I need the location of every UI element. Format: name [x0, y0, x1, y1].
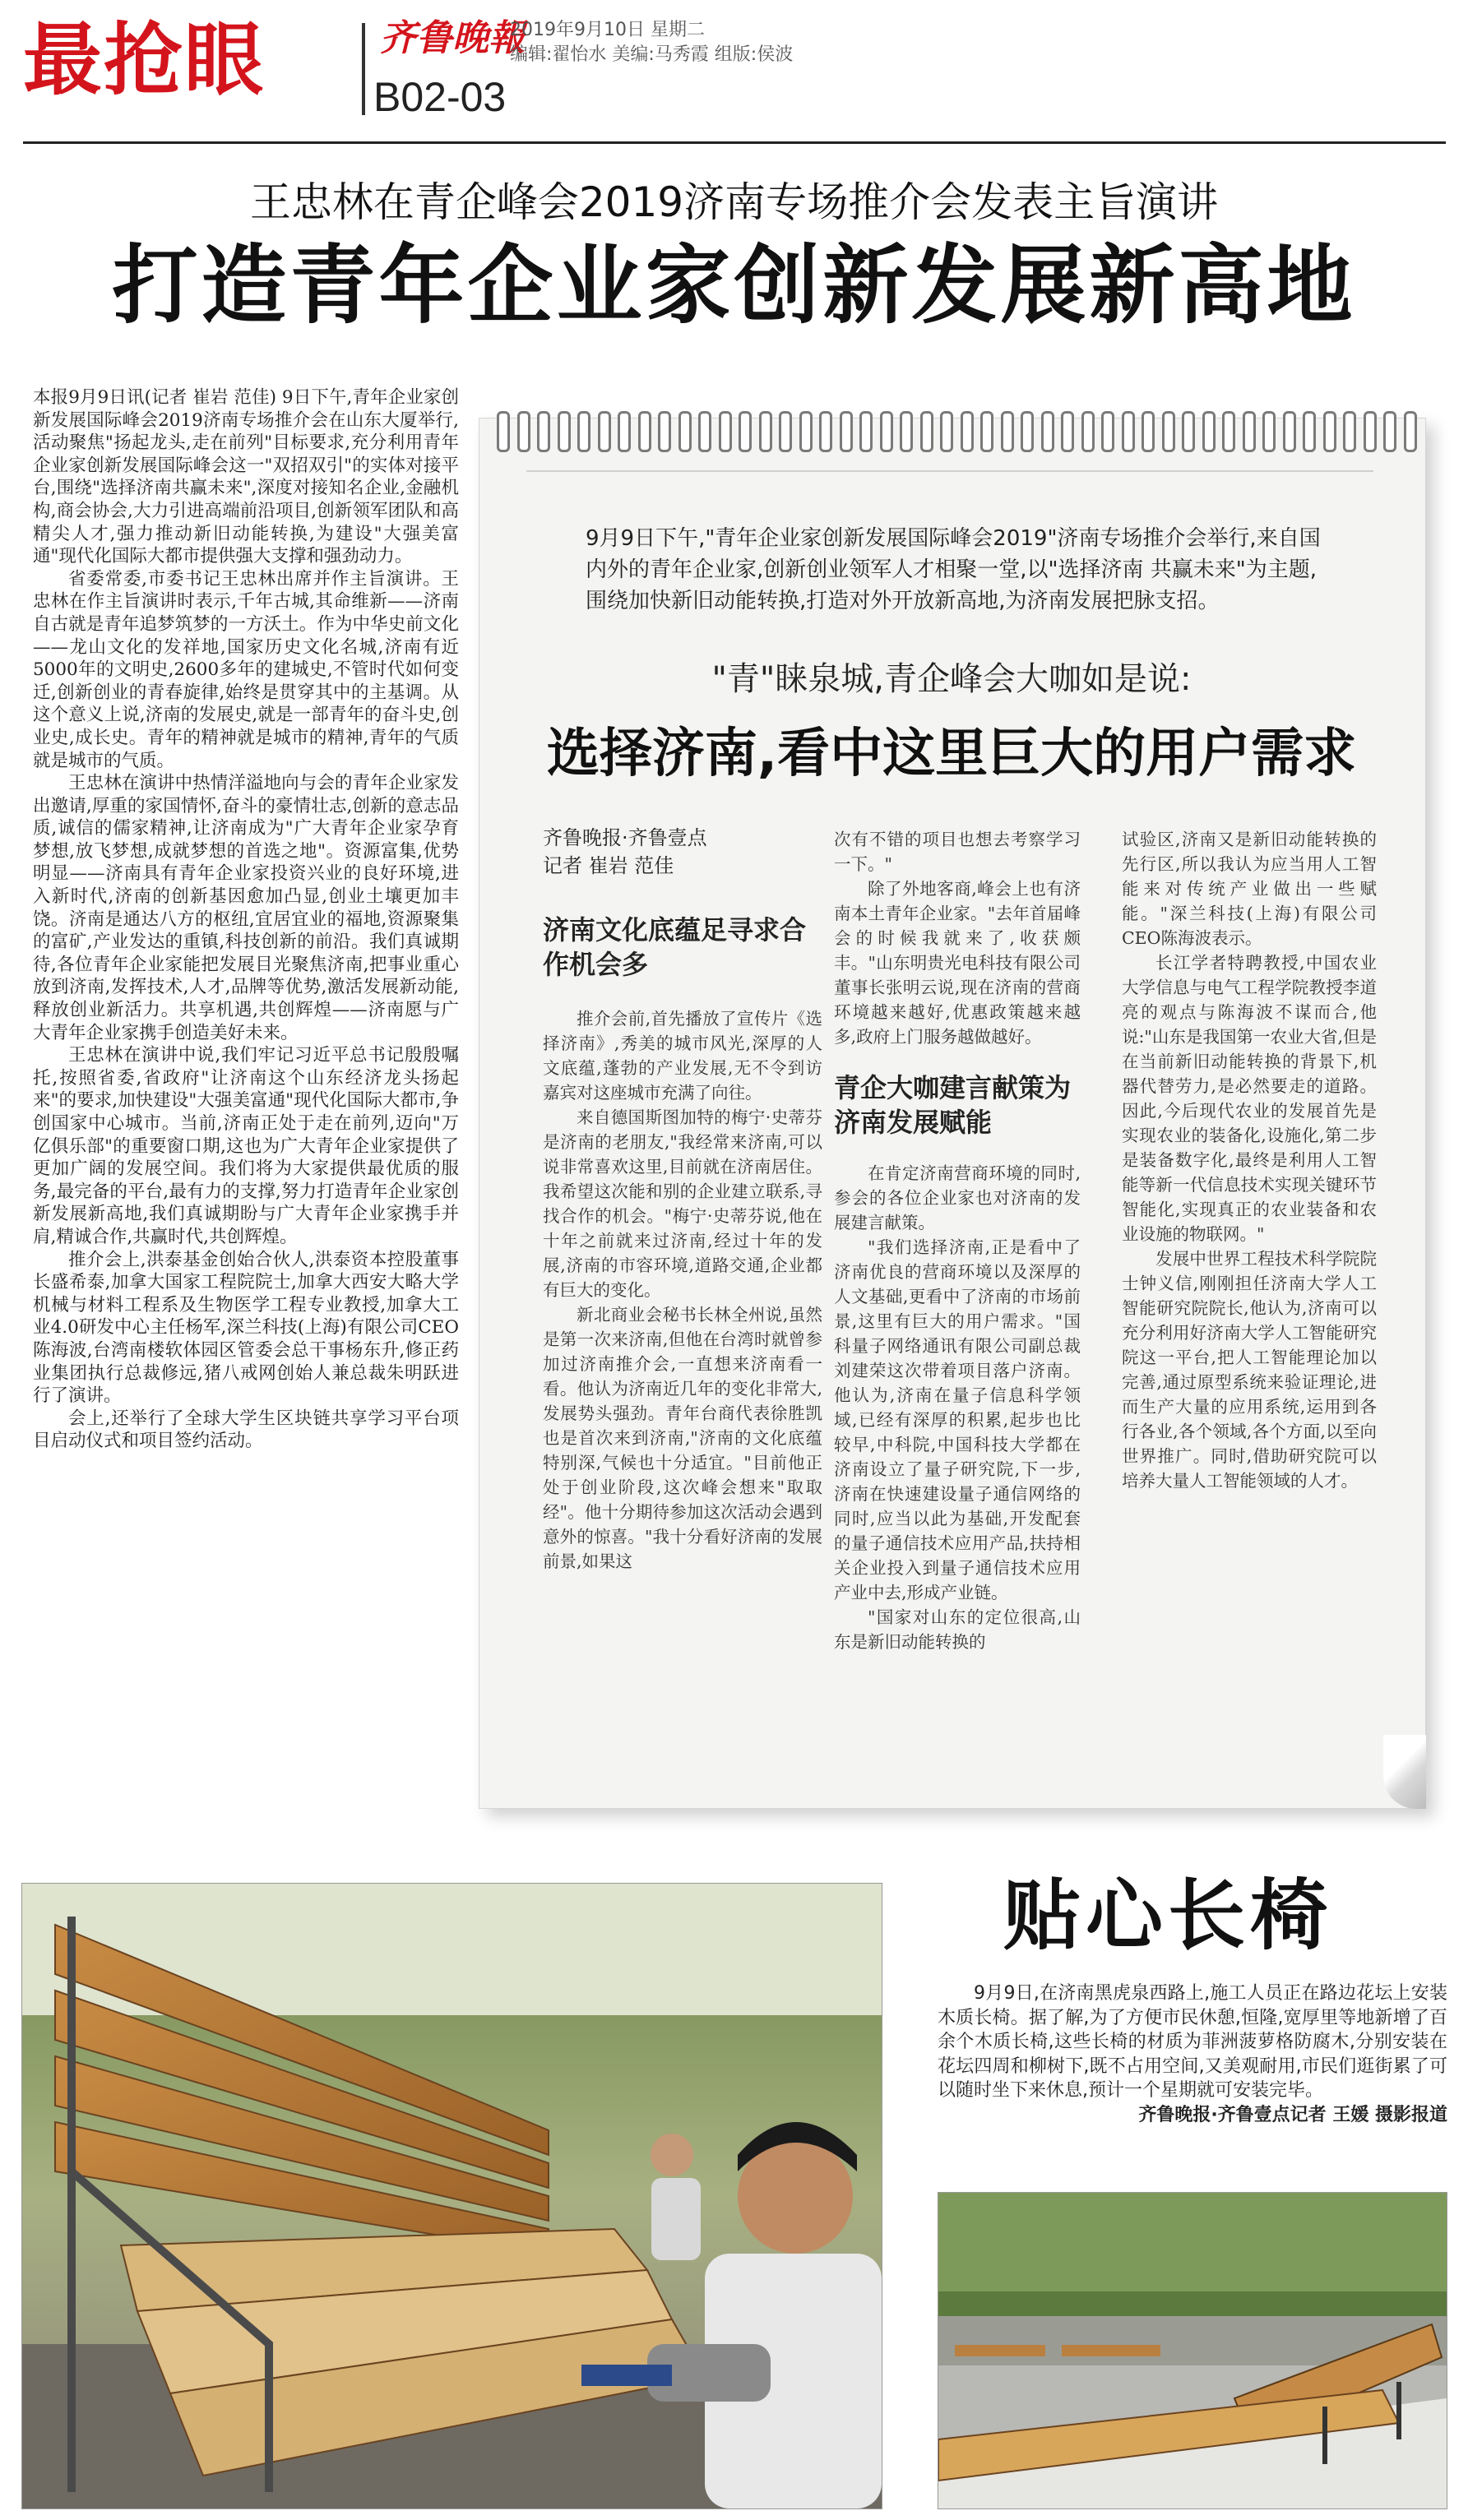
spiral-ring [961, 411, 974, 452]
caption-text: 9月9日,在济南黑虎泉西路上,施工人员正在路边花坛上安装木质长椅。据了解,为了方便市民休憩,恒隆,宽厚里等地新增了百余个木质长椅,这些长椅的材质为菲洲菠萝格防腐木,分别安装在花坛四周和柳树下,既不占用空间,又美观耐用,市民们逛街累了可以随时坐下来休息,预计一个星期就可安装完毕。 [938, 1983, 1447, 2101]
spiral-ring [658, 411, 671, 452]
spiral-ring [1323, 411, 1336, 452]
photo-caption [938, 1981, 1447, 2127]
spiral-ring [880, 411, 893, 452]
lead-paragraph: 本报9月9日讯(记者 崔岩 范佳) 9日下午,青年企业家创新发展国际峰会2019济南专场推介会在山东大厦举行,活动聚焦"扬起龙头,走在前列"目标要求,充分利用青年企业家创新发展国际峰会这一"双招双引"的实体对接平台,围绕"选择济南共赢未来",深度对接知名企业,金融机构,商会协会,大力引进高端前沿项目,创新领军团队和高精尖人才,强力推动新旧动能转换,为建设"大强美富通"现代化国际大都市提供强大支撑和强劲动力。 [33, 387, 459, 567]
spiral-ring [1262, 411, 1276, 452]
masthead-divider [362, 23, 365, 115]
spiral-ring [859, 411, 873, 452]
feature-paragraph: 来自德国斯图加特的梅宁·史蒂芬是济南的老朋友,"我经常来济南,可以说非常喜欢这里,目前就在济南居住。我希望这次能和别的企业建立联系,寻找合作的机会。"梅宁·史蒂芬说,他在十年之前就来过济南,经过十年的发展,济南的市容环境,道路交通,企业都有巨大的变化。 [543, 1107, 822, 1300]
spiral-ring [1222, 411, 1235, 452]
section-title: 最抢眼 [23, 14, 265, 106]
spiral-ring [819, 411, 832, 452]
spiral-ring [678, 411, 692, 452]
spiral-ring [1122, 411, 1135, 452]
photo-credit: 齐鲁晚报·齐鲁壹点记者 王媛 摄影报道 [1138, 2104, 1447, 2125]
feature-column-1 [543, 913, 822, 1829]
lead-article [33, 386, 459, 1817]
spiral-ring [638, 411, 651, 452]
feature-column-2 [834, 827, 1081, 1736]
spiral-ring [739, 411, 752, 452]
newspaper-logo: 齐鲁晚報 [380, 17, 525, 59]
spiral-ring [558, 411, 571, 452]
feature-paragraph: 除了外地客商,峰会上也有济南本土青年企业家。"去年首届峰会的时候我就来了,收获颇丰。"山东明贵光电科技有限公司董事长张明云说,现在济南的营商环境越来越好,优惠政策越来越多,政府上门服务越做越好。 [834, 879, 1081, 1047]
spiral-ring [940, 411, 953, 452]
spiral-ring [900, 411, 913, 452]
spiral-ring [980, 411, 993, 452]
spiral-ring [840, 411, 853, 452]
headline-title: 打造青年企业家创新发展新高地 [112, 235, 1356, 335]
feature-intro: 9月9日下午,"青年企业家创新发展国际峰会2019"济南专场推介会举行,来自国内外的青年企业家,创新创业领军人才相聚一堂,以"选择济南 共赢未来"为主题,围绕加快新旧动能转换,打造对外开放新高地,为济南发展把脉支招。 [586, 526, 1321, 613]
spiral-ring [1081, 411, 1095, 452]
byline-names: 记者 崔岩 范佳 [543, 854, 674, 877]
spiral-ring [1101, 411, 1114, 452]
bench-installation-photo [21, 1883, 882, 2509]
spiral-ring [1041, 411, 1054, 452]
feature-paragraph: 新北商业会秘书长林全州说,虽然是第一次来济南,但他在台湾时就曾参加过济南推介会,一直想来济南看一看。他认为济南近几年的变化非常大,发展势头强劲。青年台商代表徐胜凯也是首次来到济南,"济南的文化底蕴特别深,气候也十分适宜。"目前他正处于创业阶段,这次峰会想来"取取经"。他十分期待参加这次活动会遇到意外的惊喜。"我十分看好济南的发展前景,如果这 [543, 1305, 822, 1571]
spiral-ring [1202, 411, 1216, 452]
spiral-ring [1142, 411, 1155, 452]
spiral-ring [517, 411, 530, 452]
feature-paragraph: 试验区,济南又是新旧动能转换的先行区,所以我认为应当用人工智能来对传统产业做出一些赋能。"深兰科技(上海)有限公司CEO陈海波表示。 [1122, 830, 1377, 948]
spiral-ring [1283, 411, 1296, 452]
spiral-ring [598, 411, 611, 452]
notebook-spiral [479, 411, 1424, 460]
lead-paragraph: 王忠林在演讲中说,我们牢记习近平总书记殷殷嘱托,按照省委,省政府"让济南这个山东经济龙头扬起来"的要求,加快建设"大强美富通"现代化国际大都市,争创国家中心城市。当前,济南正处于走在前列,迈向"万亿俱乐部"的重要窗口期,这也为广大青年企业家提供了更加广阔的发展空间。我们将为大家提供最优质的服务,最完备的平台,最有力的支撑,努力打造青年企业家创新发展新高地,我们真诚期盼与广大青年企业家携手并肩,精诚合作,共赢时代,共创辉煌。 [33, 1045, 459, 1247]
spiral-ring [1182, 411, 1195, 452]
byline-org: 齐鲁晚报·齐鲁壹点 [543, 826, 707, 849]
section2-title: 青企大咖建言献策为济南发展赋能 [834, 1072, 1072, 1138]
spiral-ring [537, 411, 550, 452]
lead-paragraph: 推介会上,洪泰基金创始合伙人,洪泰资本控股董事长盛希泰,加拿大国家工程院院士,加拿大西安大略大学机械与材料工程系及生物医学工程专业教授,加拿大工业4.0研发中心主任杨军,深兰科技(上海)有限公司CEO陈海波,台湾南楼软体园区管委会总干事杨东升,修正药业集团执行总裁修远,猪八戒网创始人兼总裁朱明跃进行了演讲。 [33, 1249, 459, 1407]
spiral-ring [497, 411, 510, 452]
lead-paragraph: 会上,还举行了全球大学生区块链共享学习平台项目启动仪式和项目签约活动。 [33, 1408, 459, 1452]
feature-byline [543, 824, 707, 880]
feature-paragraph: 推介会前,首先播放了宣传片《选择济南》,秀美的城市风光,深厚的人文底蕴,蓬勃的产业发展,无不令到访嘉宾对这座城市充满了向往。 [543, 1009, 822, 1103]
masthead-rule [23, 141, 1446, 144]
spiral-ring [698, 411, 711, 452]
spiral-ring [1061, 411, 1074, 452]
spiral-ring [719, 411, 732, 452]
spiral-ring [1243, 411, 1256, 452]
feature-paragraph: 在肯定济南营商环境的同时,参会的各位企业家也对济南的发展建言献策。 [834, 1163, 1081, 1232]
feature-title: 选择济南,看中这里巨大的用户需求 [546, 724, 1357, 784]
spiral-ring [618, 411, 631, 452]
spiral-ring [920, 411, 933, 452]
spiral-ring [1001, 411, 1014, 452]
feature-paragraph: 长江学者特聘教授,中国农业大学信息与电气工程学院教授李道亮的观点与陈海波不谋而合,他说:"山东是我国第一农业大省,但是在当前新旧动能转换的背景下,机器代替劳力,是必然要走的道路。因此,今后现代农业的发展首先是实现农业的装备化,设施化,第二步是装备数字化,最终是利用人工智能等新一代信息技术实现关键环节智能化,实现真正的农业装备和农业设施的物联网。" [1122, 953, 1377, 1244]
feature-column-3 [1122, 827, 1377, 1732]
feature-paragraph: "我们选择济南,正是看中了济南优良的营商环境以及深厚的人文基础,更看中了济南的市场前景,这里有巨大的用户需求。"国科量子网络通讯有限公司副总裁刘建荣这次带着项目落户济南。他认为,济南在量子信息科学领域,已经有深厚的积累,起步也比较早,中科院,中国科技大学都在济南设立了量子研究院,下一步,济南在快速建设量子通信网络的同时,应当以此为基础,开发配套的量子通信技术应用产品,扶持相关企业投入到量子通信技术应用产业中去,形成产业链。 [834, 1237, 1081, 1602]
spiral-ring [1383, 411, 1396, 452]
date-line: 2019年9月10日 星期二 [510, 20, 705, 40]
feature-paragraph: 次有不错的项目也想去考察学习一下。" [834, 830, 1081, 874]
spiral-ring [1021, 411, 1034, 452]
lead-paragraph: 王忠林在演讲中热情洋溢地向与会的青年企业家发出邀请,厚重的家国情怀,奋斗的豪情壮志,创新的意志品质,诚信的儒家精神,让济南成为"广大青年企业家孕育梦想,放飞梦想,成就梦想的首选之地"。资源富集,优势明显——济南具有青年企业家投资兴业的良好环境,进入新时代,济南的创新基因愈加凸显,创业土壤更加丰饶。济南是通达八方的枢纽,宜居宜业的福地,资源聚集的富矿,产业发达的重镇,科技创新的前沿。我们真诚期待,各位青年企业家能把发展目光聚焦济南,把事业重心放到济南,发挥技术,人才,品牌等优势,激活发展新动能,释放创业新活力。共享机遇,共创辉煌——济南愿与广大青年企业家携手创造美好未来。 [33, 773, 459, 1043]
lead-paragraph: 省委常委,市委书记王忠林出席并作主旨演讲。王忠林在作主旨演讲时表示,千年古城,其命维新——济南自古就是青年追梦筑梦的一方沃土。作为中华史前文化——龙山文化的发祥地,国家历史文化名城,济南有近5000年的文明史,2600多年的建城史,不管时代如何变迁,创新创业的青春旋律,始终是贯穿其中的主基调。从这个意义上说,济南的发展史,就是一部青年的奋斗史,创业史,成长史。青年的精神就是城市的精神,青年的气质就是城市的气质。 [33, 568, 459, 771]
feature-paragraph: 发展中世界工程技术科学院院士钟义信,刚刚担任济南大学人工智能研究院院长,他认为,济南可以充分利用好济南大学人工智能研究院这一平台,把人工智能理论加以完善,通过原型系统来验证理论,进而生产大量的应用系统,运用到各行各业,各个领域,各个方面,以至向世界推广。同时,借助研究院可以培养大量人工智能领域的人才。 [1122, 1249, 1377, 1491]
notebook-separator [526, 470, 1373, 472]
section1-title: 济南文化底蕴足寻求合作机会多 [543, 914, 807, 980]
spiral-ring [1364, 411, 1377, 452]
spiral-ring [799, 411, 813, 452]
spiral-ring [1162, 411, 1175, 452]
staff-line: 编辑:翟怡水 美编:马秀霞 组版:侯波 [510, 44, 794, 65]
spiral-ring [1343, 411, 1356, 452]
feature-paragraph: "国家对山东的定位很高,山东是新旧动能转换的 [834, 1607, 1081, 1652]
page-code: B02-03 [373, 74, 507, 120]
spiral-ring [577, 411, 590, 452]
spiral-ring [759, 411, 772, 452]
feature-kicker: "青"睐泉城,青企峰会大咖如是说: [711, 660, 1192, 698]
park-bench-photo [938, 2192, 1447, 2509]
spiral-ring [1303, 411, 1316, 452]
headline-kicker: 王忠林在青企峰会2019济南专场推介会发表主旨演讲 [249, 178, 1219, 226]
spiral-ring [1404, 411, 1417, 452]
spiral-ring [779, 411, 792, 452]
photo-feature-title: 贴心长椅 [1003, 1871, 1333, 1961]
